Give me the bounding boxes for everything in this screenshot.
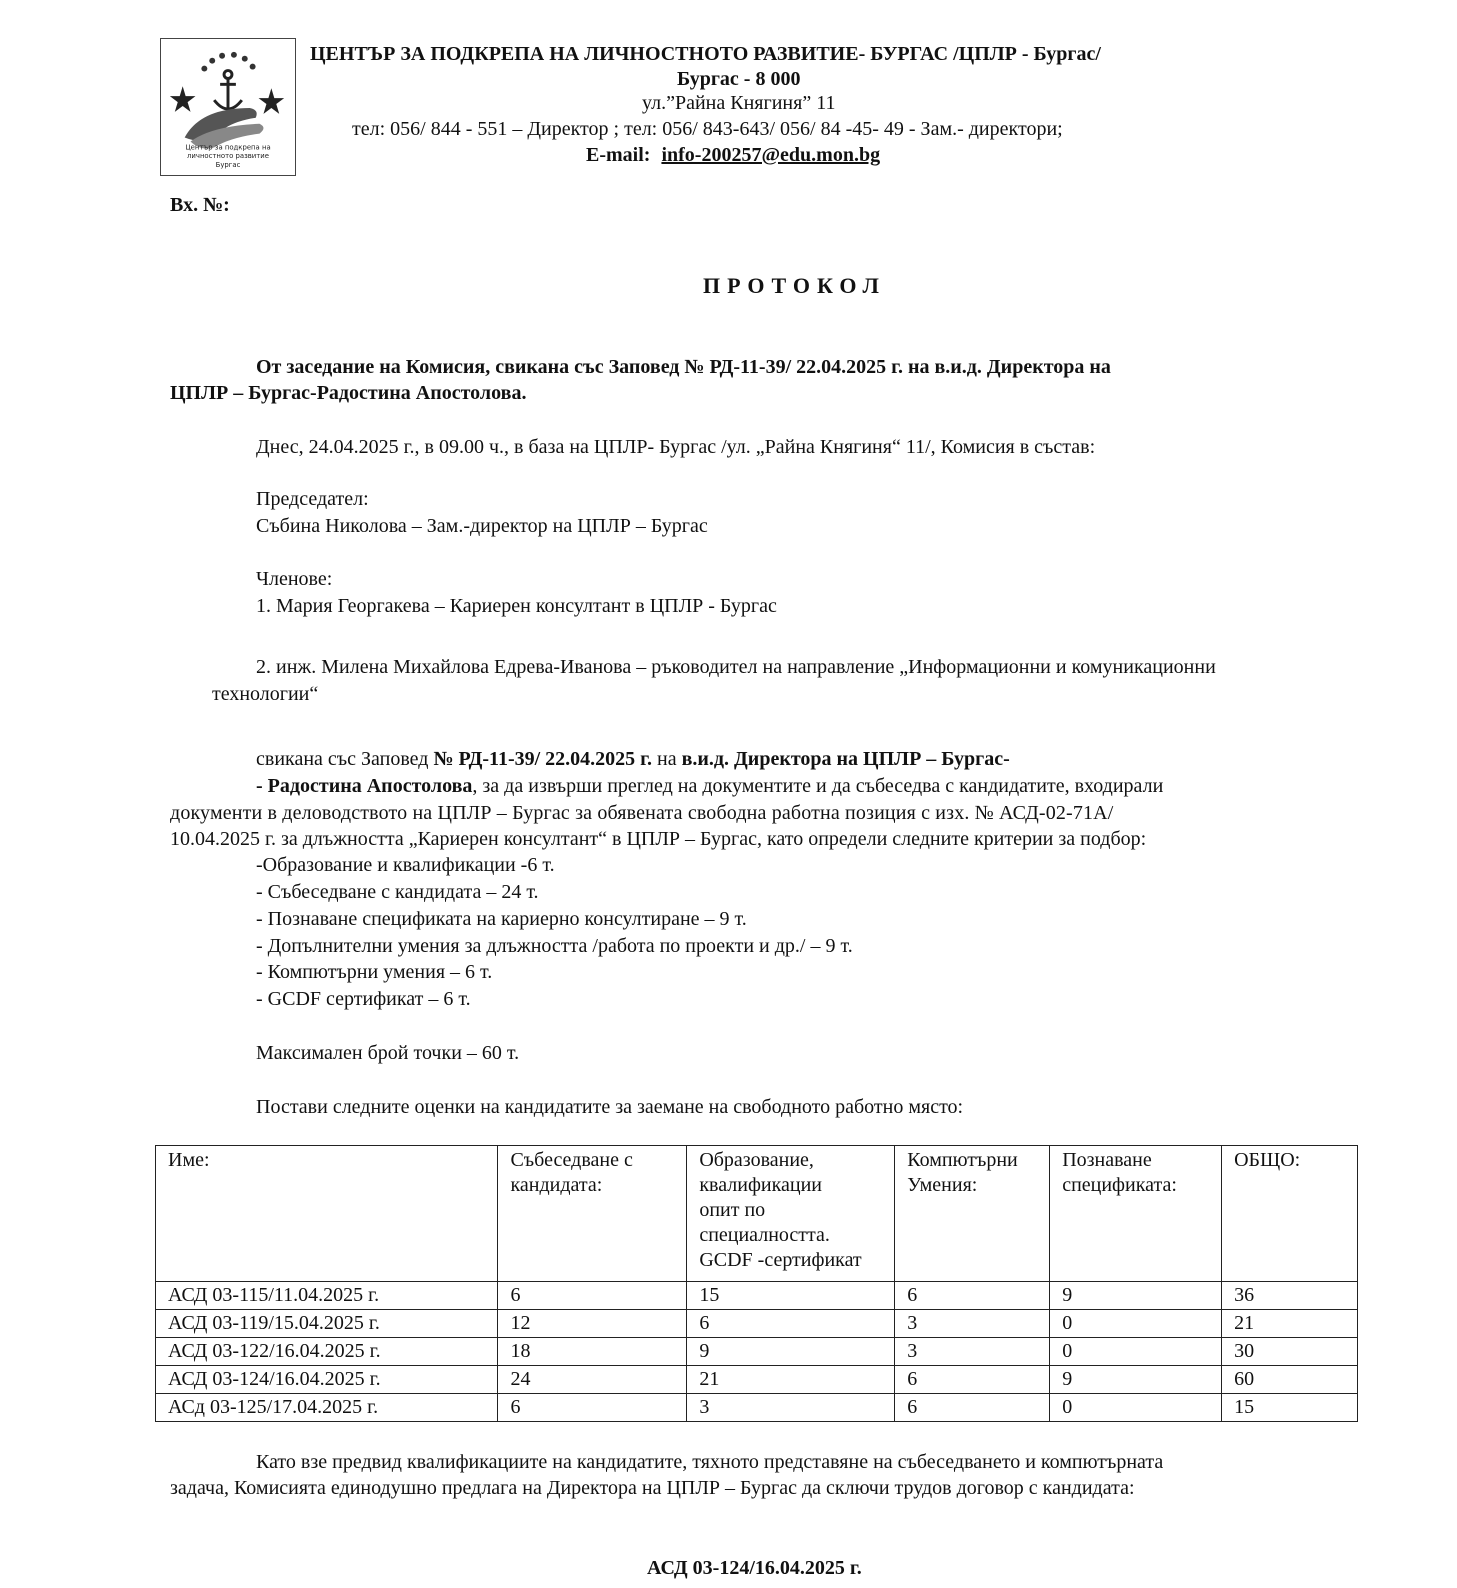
page-title: ПРОТОКОЛ bbox=[703, 273, 886, 298]
city-zip: Бургас - 8 000 bbox=[677, 68, 801, 90]
convened-line-3: документи в деловодството на ЦПЛР – Бургас за обявената свободна работна позиция с изх. № АСД-02-71А/ bbox=[170, 802, 1114, 824]
conclusion-line-2: задача, Комисията единодушно предлага на Директора на ЦПЛР – Бургас да сключи трудов договор с кандидата: bbox=[170, 1477, 1135, 1499]
intro-line-1: От заседание на Комисия, свикана със Заповед № РД-11-39/ 22.04.2025 г. на в.и.д. Директора на bbox=[256, 356, 1111, 378]
today-line: Днес, 24.04.2025 г., в 09.00 ч., в база на ЦПЛР- Бургас /ул. „Райна Княгиня“ 11/, Комисия в състав: bbox=[256, 436, 1096, 458]
scores-table bbox=[155, 1145, 1358, 1422]
chair-name: Събина Николова – Зам.-директор на ЦПЛР – Бургас bbox=[256, 515, 708, 537]
cell-name: АСД 03-115/11.04.2025 г. bbox=[156, 1282, 498, 1310]
cell-education: 21 bbox=[687, 1366, 895, 1394]
cell-specifics: 9 bbox=[1050, 1282, 1222, 1310]
cell-interview: 24 bbox=[498, 1366, 687, 1394]
order-number: № РД-11-39/ 22.04.2025 г. bbox=[433, 748, 652, 770]
email-link[interactable]: info-200257@edu.mon.bg bbox=[661, 144, 881, 166]
cell-name: АСД 03-124/16.04.2025 г. bbox=[156, 1366, 498, 1394]
svg-text:Бургас: Бургас bbox=[215, 161, 241, 170]
header-education: Образование, квалификации опит по специалността. GCDF -сертификат bbox=[687, 1146, 895, 1282]
cell-name: АСД 03-119/15.04.2025 г. bbox=[156, 1310, 498, 1338]
cell-name: АСд 03-125/17.04.2025 г. bbox=[156, 1394, 498, 1422]
director-name: - Радостина Апостолова bbox=[256, 775, 473, 797]
table-header-row bbox=[156, 1146, 1358, 1282]
cell-education: 9 bbox=[687, 1338, 895, 1366]
cell-total: 30 bbox=[1222, 1338, 1358, 1366]
member-1: 1. Мария Георгакева – Кариерен консултант в ЦПЛР - Бургас bbox=[256, 595, 777, 617]
cell-education: 15 bbox=[687, 1282, 895, 1310]
cell-interview: 6 bbox=[498, 1394, 687, 1422]
cell-computer: 6 bbox=[895, 1394, 1050, 1422]
organization-logo bbox=[160, 38, 296, 176]
cell-total: 21 bbox=[1222, 1310, 1358, 1338]
member-2-line-1: 2. инж. Милена Михайлова Едрева-Иванова – ръководител на направление „Информационни и комуникационни bbox=[256, 656, 1216, 678]
phone-numbers: тел: 056/ 844 - 551 – Директор ; тел: 056/ 843-643/ 056/ 84 -45- 49 - Зам.- директори; bbox=[352, 118, 1063, 140]
convened-text-3: , за да извърши преглед на документите и да събеседва с кандидатите, входирали bbox=[472, 775, 1164, 797]
header-interview: Събеседване с кандидата: bbox=[498, 1146, 687, 1282]
header-total: ОБЩО: bbox=[1222, 1146, 1358, 1282]
convened-line-4: 10.04.2025 г. за длъжността „Кариерен консултант“ в ЦПЛР – Бургас, като определи следните критерии за подбор: bbox=[170, 828, 1147, 850]
criterion-6: - GCDF сертификат – 6 т. bbox=[256, 988, 471, 1010]
convened-text-1: свикана със Заповед bbox=[256, 748, 434, 770]
table-row bbox=[156, 1310, 1358, 1338]
cell-total: 15 bbox=[1222, 1394, 1358, 1422]
cell-computer: 6 bbox=[895, 1366, 1050, 1394]
svg-text:личностното развитие: личностното развитие bbox=[187, 152, 269, 161]
cell-computer: 3 bbox=[895, 1310, 1050, 1338]
table-row bbox=[156, 1394, 1358, 1422]
cell-total: 36 bbox=[1222, 1282, 1358, 1310]
member-2-line-2: технологии“ bbox=[212, 683, 319, 705]
cell-interview: 12 bbox=[498, 1310, 687, 1338]
cell-specifics: 0 bbox=[1050, 1338, 1222, 1366]
svg-text:Център за подкрепа на: Център за подкрепа на bbox=[185, 143, 271, 152]
intro-line-2: ЦПЛР – Бургас-Радостина Апостолова. bbox=[170, 382, 527, 404]
max-points: Максимален брой точки – 60 т. bbox=[256, 1042, 520, 1064]
table-row bbox=[156, 1282, 1358, 1310]
cell-specifics: 9 bbox=[1050, 1366, 1222, 1394]
convened-text-2: на bbox=[652, 748, 682, 770]
header-specifics: Познаване спецификата: bbox=[1050, 1146, 1222, 1282]
email-line bbox=[586, 143, 880, 167]
convened-line-1 bbox=[256, 747, 1010, 771]
conclusion-line-1: Като взе предвид квалификациите на кандидатите, тяхното представяне на събеседването и компютърната bbox=[256, 1451, 1164, 1473]
cell-interview: 18 bbox=[498, 1338, 687, 1366]
criterion-3: - Познаване спецификата на кариерно консултиране – 9 т. bbox=[256, 908, 747, 930]
org-name: ЦЕНТЪР ЗА ПОДКРЕПА НА ЛИЧНОСТНОТО РАЗВИТИЕ- БУРГАС /ЦПЛР - Бургас/ bbox=[310, 43, 1101, 65]
criterion-4: - Допълнителни умения за длъжността /работа по проекти и др./ – 9 т. bbox=[256, 935, 853, 957]
cell-education: 3 bbox=[687, 1394, 895, 1422]
cell-computer: 3 bbox=[895, 1338, 1050, 1366]
cell-specifics: 0 bbox=[1050, 1310, 1222, 1338]
cell-total: 60 bbox=[1222, 1366, 1358, 1394]
table-row bbox=[156, 1366, 1358, 1394]
header-computer-skills: Компютърни Умения: bbox=[895, 1146, 1050, 1282]
members-label: Членове: bbox=[256, 568, 333, 590]
scores-intro: Постави следните оценки на кандидатите за заемане на свободното работно място: bbox=[256, 1096, 964, 1118]
header-name: Име: bbox=[156, 1146, 498, 1282]
cell-specifics: 0 bbox=[1050, 1394, 1222, 1422]
director-title: в.и.д. Директора на ЦПЛР – Бургас- bbox=[681, 748, 1010, 770]
criterion-1: -Образование и квалификации -6 т. bbox=[256, 854, 555, 876]
cell-education: 6 bbox=[687, 1310, 895, 1338]
convened-line-2 bbox=[256, 774, 1163, 798]
table-row bbox=[156, 1338, 1358, 1366]
selected-candidate: АСД 03-124/16.04.2025 г. bbox=[647, 1557, 862, 1579]
criterion-5: - Компютърни умения – 6 т. bbox=[256, 961, 493, 983]
cell-interview: 6 bbox=[498, 1282, 687, 1310]
chair-label: Председател: bbox=[256, 488, 369, 510]
street-address: ул.”Райна Княгиня” 11 bbox=[642, 92, 836, 114]
cell-name: АСД 03-122/16.04.2025 г. bbox=[156, 1338, 498, 1366]
cell-computer: 6 bbox=[895, 1282, 1050, 1310]
entry-number-label: Вх. №: bbox=[170, 194, 230, 216]
criterion-2: - Събеседване с кандидата – 24 т. bbox=[256, 881, 539, 903]
email-label: E-mail: bbox=[586, 144, 651, 166]
anchor-hands-stars-logo-icon bbox=[161, 39, 295, 175]
